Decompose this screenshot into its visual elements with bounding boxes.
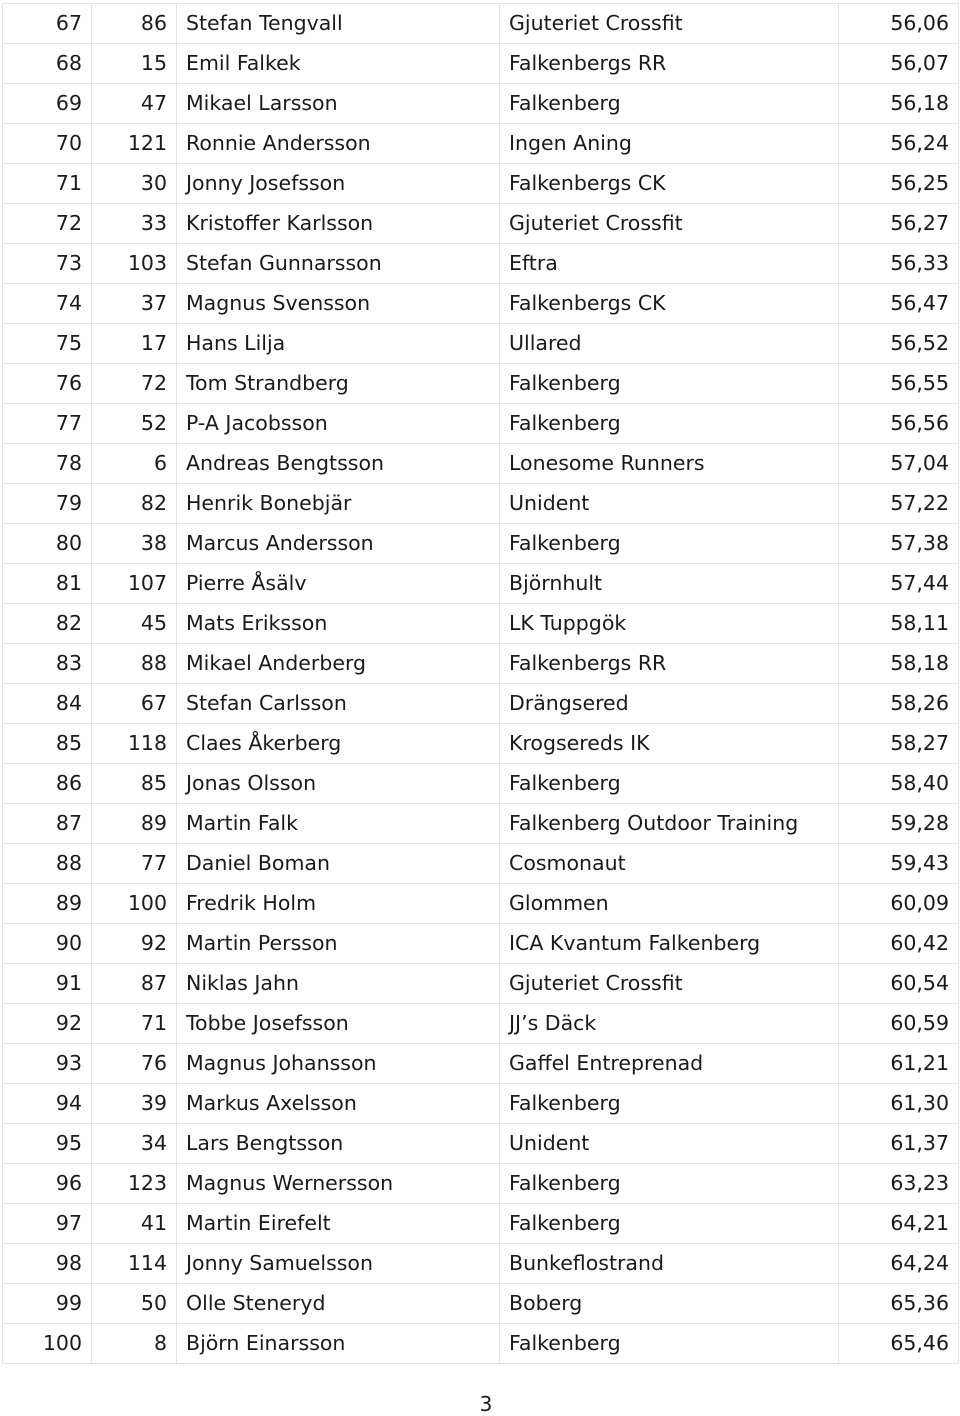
time-cell: 57,22 <box>839 484 959 524</box>
results-body <box>3 4 959 1364</box>
club-cell: Falkenberg <box>500 764 839 804</box>
runner-name-cell: Stefan Carlsson <box>177 684 500 724</box>
time-cell: 56,18 <box>839 84 959 124</box>
bib-number-cell: 17 <box>92 324 177 364</box>
runner-name-cell: Martin Persson <box>177 924 500 964</box>
table-row <box>3 444 959 484</box>
place-cell: 93 <box>3 1044 92 1084</box>
runner-name-cell: Hans Lilja <box>177 324 500 364</box>
place-cell: 84 <box>3 684 92 724</box>
bib-number-cell: 121 <box>92 124 177 164</box>
place-cell: 88 <box>3 844 92 884</box>
club-cell: Falkenberg <box>500 364 839 404</box>
place-cell: 83 <box>3 644 92 684</box>
place-cell: 85 <box>3 724 92 764</box>
club-cell: Glommen <box>500 884 839 924</box>
table-row <box>3 684 959 724</box>
table-row <box>3 284 959 324</box>
table-row <box>3 44 959 84</box>
table-row <box>3 1204 959 1244</box>
runner-name-cell: Olle Steneryd <box>177 1284 500 1324</box>
bib-number-cell: 71 <box>92 1004 177 1044</box>
club-cell: Gjuteriet Crossfit <box>500 964 839 1004</box>
place-cell: 77 <box>3 404 92 444</box>
runner-name-cell: Pierre Åsälv <box>177 564 500 604</box>
runner-name-cell: Lars Bengtsson <box>177 1124 500 1164</box>
runner-name-cell: Mikael Anderberg <box>177 644 500 684</box>
table-row <box>3 564 959 604</box>
bib-number-cell: 50 <box>92 1284 177 1324</box>
runner-name-cell: Tobbe Josefsson <box>177 1004 500 1044</box>
bib-number-cell: 114 <box>92 1244 177 1284</box>
bib-number-cell: 85 <box>92 764 177 804</box>
runner-name-cell: Magnus Johansson <box>177 1044 500 1084</box>
table-row <box>3 84 959 124</box>
time-cell: 56,52 <box>839 324 959 364</box>
runner-name-cell: Mats Eriksson <box>177 604 500 644</box>
bib-number-cell: 38 <box>92 524 177 564</box>
club-cell: Falkenbergs CK <box>500 164 839 204</box>
runner-name-cell: Martin Falk <box>177 804 500 844</box>
place-cell: 89 <box>3 884 92 924</box>
club-cell: Falkenberg <box>500 1204 839 1244</box>
time-cell: 56,06 <box>839 4 959 44</box>
bib-number-cell: 39 <box>92 1084 177 1124</box>
place-cell: 69 <box>3 84 92 124</box>
table-row <box>3 1324 959 1364</box>
table-row <box>3 1124 959 1164</box>
place-cell: 76 <box>3 364 92 404</box>
runner-name-cell: Ronnie Andersson <box>177 124 500 164</box>
time-cell: 58,26 <box>839 684 959 724</box>
club-cell: Cosmonaut <box>500 844 839 884</box>
place-cell: 99 <box>3 1284 92 1324</box>
place-cell: 68 <box>3 44 92 84</box>
place-cell: 74 <box>3 284 92 324</box>
time-cell: 57,38 <box>839 524 959 564</box>
time-cell: 56,07 <box>839 44 959 84</box>
time-cell: 61,21 <box>839 1044 959 1084</box>
table-row <box>3 1244 959 1284</box>
table-row <box>3 164 959 204</box>
club-cell: Falkenberg Outdoor Training <box>500 804 839 844</box>
table-row <box>3 1004 959 1044</box>
table-row <box>3 364 959 404</box>
time-cell: 63,23 <box>839 1164 959 1204</box>
time-cell: 64,21 <box>839 1204 959 1244</box>
runner-name-cell: Magnus Wernersson <box>177 1164 500 1204</box>
place-cell: 75 <box>3 324 92 364</box>
table-row <box>3 924 959 964</box>
runner-name-cell: P-A Jacobsson <box>177 404 500 444</box>
place-cell: 90 <box>3 924 92 964</box>
place-cell: 80 <box>3 524 92 564</box>
club-cell: Falkenberg <box>500 1084 839 1124</box>
table-row <box>3 724 959 764</box>
runner-name-cell: Björn Einarsson <box>177 1324 500 1364</box>
club-cell: Lonesome Runners <box>500 444 839 484</box>
runner-name-cell: Jonas Olsson <box>177 764 500 804</box>
table-row <box>3 804 959 844</box>
table-row <box>3 1044 959 1084</box>
place-cell: 92 <box>3 1004 92 1044</box>
bib-number-cell: 72 <box>92 364 177 404</box>
club-cell: Falkenberg <box>500 524 839 564</box>
place-cell: 71 <box>3 164 92 204</box>
table-row <box>3 1284 959 1324</box>
time-cell: 65,46 <box>839 1324 959 1364</box>
bib-number-cell: 6 <box>92 444 177 484</box>
bib-number-cell: 82 <box>92 484 177 524</box>
table-row <box>3 764 959 804</box>
table-row <box>3 1164 959 1204</box>
runner-name-cell: Markus Axelsson <box>177 1084 500 1124</box>
time-cell: 56,24 <box>839 124 959 164</box>
club-cell: Björnhult <box>500 564 839 604</box>
table-row <box>3 404 959 444</box>
time-cell: 58,27 <box>839 724 959 764</box>
runner-name-cell: Daniel Boman <box>177 844 500 884</box>
table-row <box>3 644 959 684</box>
place-cell: 79 <box>3 484 92 524</box>
table-row <box>3 244 959 284</box>
club-cell: JJ’s Däck <box>500 1004 839 1044</box>
time-cell: 64,24 <box>839 1244 959 1284</box>
bib-number-cell: 86 <box>92 4 177 44</box>
runner-name-cell: Martin Eirefelt <box>177 1204 500 1244</box>
bib-number-cell: 47 <box>92 84 177 124</box>
table-row <box>3 844 959 884</box>
page-number: 3 <box>479 1392 493 1416</box>
bib-number-cell: 37 <box>92 284 177 324</box>
time-cell: 59,43 <box>839 844 959 884</box>
table-row <box>3 124 959 164</box>
club-cell: Unident <box>500 484 839 524</box>
runner-name-cell: Kristoffer Karlsson <box>177 204 500 244</box>
time-cell: 61,37 <box>839 1124 959 1164</box>
bib-number-cell: 118 <box>92 724 177 764</box>
bib-number-cell: 30 <box>92 164 177 204</box>
table-row <box>3 884 959 924</box>
time-cell: 56,55 <box>839 364 959 404</box>
bib-number-cell: 45 <box>92 604 177 644</box>
time-cell: 56,25 <box>839 164 959 204</box>
runner-name-cell: Mikael Larsson <box>177 84 500 124</box>
time-cell: 60,59 <box>839 1004 959 1044</box>
place-cell: 86 <box>3 764 92 804</box>
time-cell: 56,33 <box>839 244 959 284</box>
club-cell: Gaffel Entreprenad <box>500 1044 839 1084</box>
time-cell: 58,40 <box>839 764 959 804</box>
table-row <box>3 1084 959 1124</box>
bib-number-cell: 8 <box>92 1324 177 1364</box>
runner-name-cell: Stefan Tengvall <box>177 4 500 44</box>
club-cell: Unident <box>500 1124 839 1164</box>
place-cell: 72 <box>3 204 92 244</box>
place-cell: 82 <box>3 604 92 644</box>
bib-number-cell: 33 <box>92 204 177 244</box>
club-cell: Eftra <box>500 244 839 284</box>
bib-number-cell: 34 <box>92 1124 177 1164</box>
club-cell: Falkenberg <box>500 1164 839 1204</box>
bib-number-cell: 103 <box>92 244 177 284</box>
bib-number-cell: 67 <box>92 684 177 724</box>
runner-name-cell: Jonny Samuelsson <box>177 1244 500 1284</box>
club-cell: ICA Kvantum Falkenberg <box>500 924 839 964</box>
runner-name-cell: Marcus Andersson <box>177 524 500 564</box>
bib-number-cell: 107 <box>92 564 177 604</box>
time-cell: 56,56 <box>839 404 959 444</box>
place-cell: 73 <box>3 244 92 284</box>
place-cell: 78 <box>3 444 92 484</box>
bib-number-cell: 52 <box>92 404 177 444</box>
club-cell: Falkenberg <box>500 1324 839 1364</box>
place-cell: 96 <box>3 1164 92 1204</box>
time-cell: 61,30 <box>839 1084 959 1124</box>
club-cell: Krogsereds IK <box>500 724 839 764</box>
club-cell: Ingen Aning <box>500 124 839 164</box>
bib-number-cell: 15 <box>92 44 177 84</box>
club-cell: Falkenberg <box>500 84 839 124</box>
place-cell: 91 <box>3 964 92 1004</box>
place-cell: 98 <box>3 1244 92 1284</box>
time-cell: 60,42 <box>839 924 959 964</box>
bib-number-cell: 77 <box>92 844 177 884</box>
bib-number-cell: 92 <box>92 924 177 964</box>
club-cell: Falkenbergs CK <box>500 284 839 324</box>
place-cell: 81 <box>3 564 92 604</box>
runner-name-cell: Jonny Josefsson <box>177 164 500 204</box>
time-cell: 58,11 <box>839 604 959 644</box>
club-cell: Gjuteriet Crossfit <box>500 4 839 44</box>
table-row <box>3 604 959 644</box>
runner-name-cell: Andreas Bengtsson <box>177 444 500 484</box>
time-cell: 56,27 <box>839 204 959 244</box>
club-cell: Falkenbergs RR <box>500 644 839 684</box>
time-cell: 65,36 <box>839 1284 959 1324</box>
club-cell: Drängsered <box>500 684 839 724</box>
place-cell: 70 <box>3 124 92 164</box>
table-row <box>3 524 959 564</box>
time-cell: 57,04 <box>839 444 959 484</box>
runner-name-cell: Emil Falkek <box>177 44 500 84</box>
bib-number-cell: 123 <box>92 1164 177 1204</box>
place-cell: 67 <box>3 4 92 44</box>
bib-number-cell: 88 <box>92 644 177 684</box>
bib-number-cell: 100 <box>92 884 177 924</box>
bib-number-cell: 76 <box>92 1044 177 1084</box>
bib-number-cell: 87 <box>92 964 177 1004</box>
runner-name-cell: Niklas Jahn <box>177 964 500 1004</box>
club-cell: Ullared <box>500 324 839 364</box>
table-row <box>3 4 959 44</box>
place-cell: 87 <box>3 804 92 844</box>
runner-name-cell: Stefan Gunnarsson <box>177 244 500 284</box>
runner-name-cell: Fredrik Holm <box>177 884 500 924</box>
time-cell: 60,09 <box>839 884 959 924</box>
time-cell: 56,47 <box>839 284 959 324</box>
runner-name-cell: Claes Åkerberg <box>177 724 500 764</box>
time-cell: 59,28 <box>839 804 959 844</box>
time-cell: 58,18 <box>839 644 959 684</box>
runner-name-cell: Henrik Bonebjär <box>177 484 500 524</box>
runner-name-cell: Magnus Svensson <box>177 284 500 324</box>
club-cell: Falkenberg <box>500 404 839 444</box>
time-cell: 60,54 <box>839 964 959 1004</box>
place-cell: 97 <box>3 1204 92 1244</box>
table-row <box>3 964 959 1004</box>
time-cell: 57,44 <box>839 564 959 604</box>
place-cell: 95 <box>3 1124 92 1164</box>
results-table <box>2 3 959 1364</box>
club-cell: Falkenbergs RR <box>500 44 839 84</box>
table-row <box>3 324 959 364</box>
place-cell: 100 <box>3 1324 92 1364</box>
table-row <box>3 484 959 524</box>
runner-name-cell: Tom Strandberg <box>177 364 500 404</box>
club-cell: Bunkeflostrand <box>500 1244 839 1284</box>
table-row <box>3 204 959 244</box>
bib-number-cell: 89 <box>92 804 177 844</box>
club-cell: Boberg <box>500 1284 839 1324</box>
place-cell: 94 <box>3 1084 92 1124</box>
club-cell: Gjuteriet Crossfit <box>500 204 839 244</box>
club-cell: LK Tuppgök <box>500 604 839 644</box>
bib-number-cell: 41 <box>92 1204 177 1244</box>
